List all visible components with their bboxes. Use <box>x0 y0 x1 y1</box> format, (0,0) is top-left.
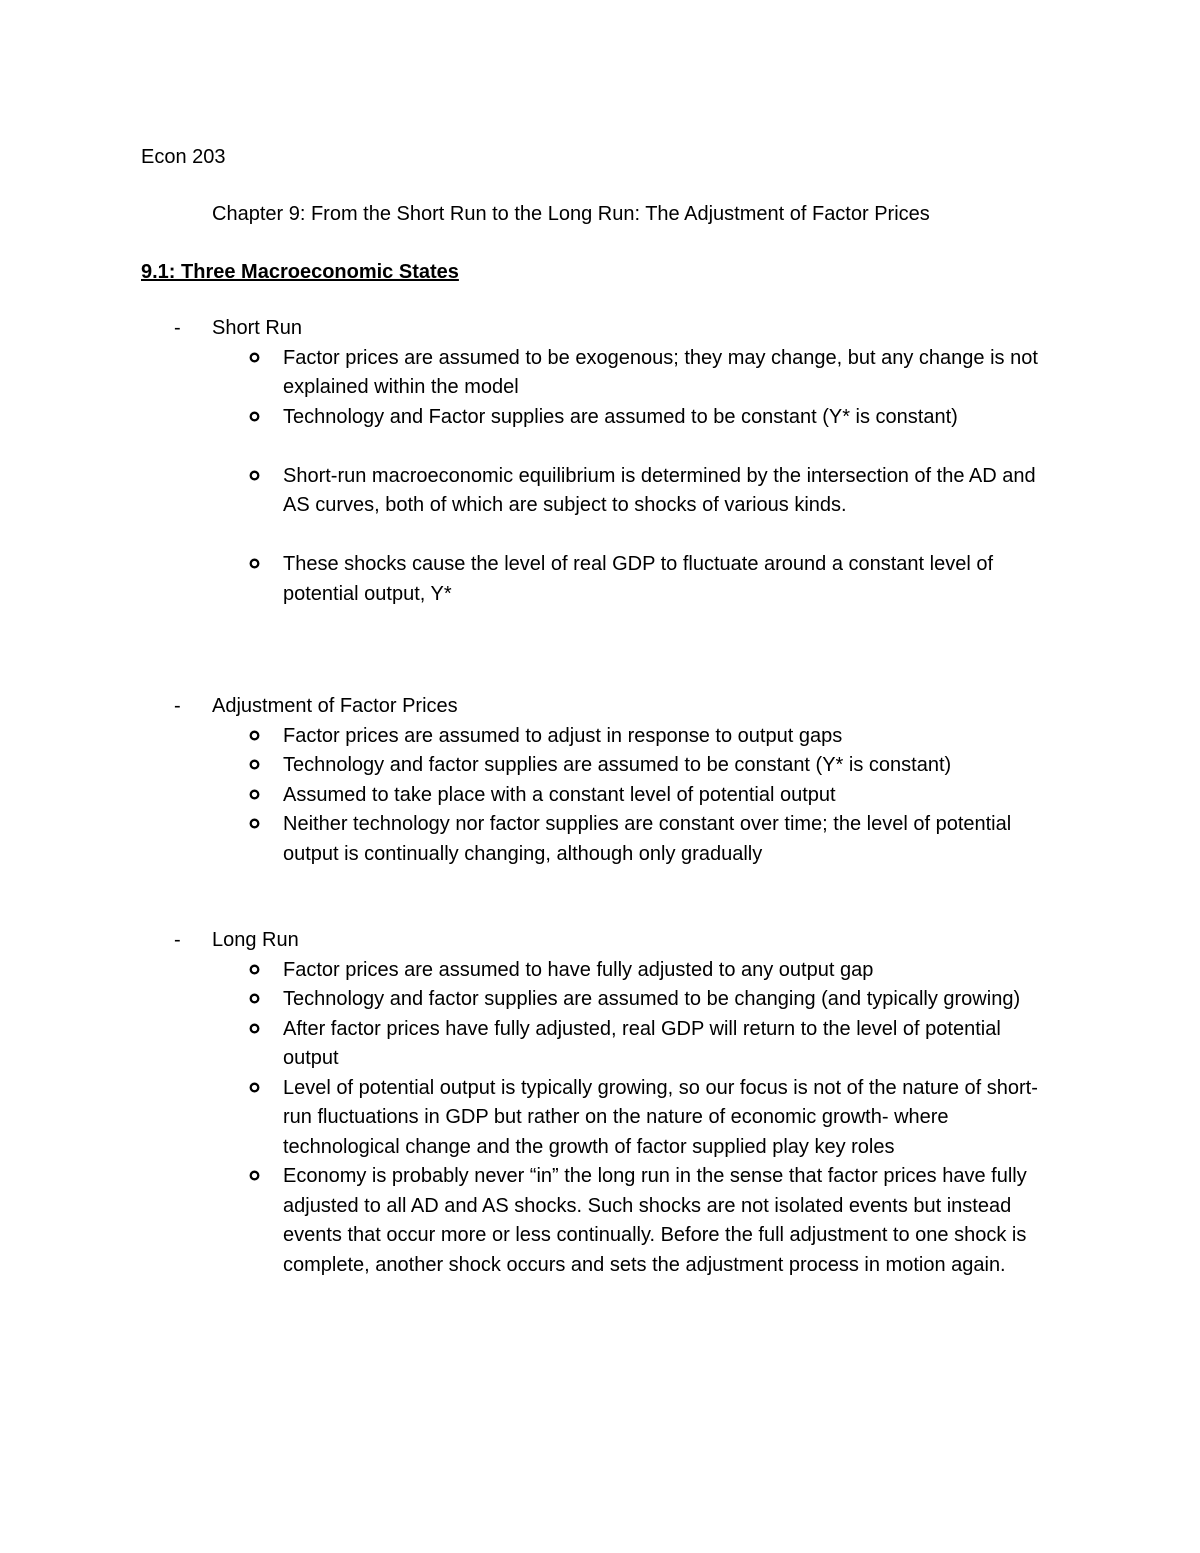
hollow-circle-bullet-icon <box>249 993 260 1004</box>
topic-header <box>0 314 1200 344</box>
dash-marker: - <box>174 317 181 339</box>
bullet-text: Neither technology nor factor supplies are constant over time; the level of potential output is continually changing, although only gradually <box>283 813 1012 865</box>
list-item <box>0 985 1053 1015</box>
hollow-circle-bullet-icon <box>249 470 260 481</box>
list-item <box>0 462 1053 521</box>
list-item <box>0 1162 1053 1280</box>
section-heading: 9.1: Three Macroeconomic States <box>141 261 459 283</box>
bullet-text: Factor prices are assumed to have fully adjusted to any output gap <box>283 958 874 981</box>
topic-header <box>0 692 1200 722</box>
list-item <box>0 403 1053 433</box>
topic-label: Short Run <box>212 317 303 339</box>
list-item <box>0 1074 1053 1163</box>
bullet-text: Factor prices are assumed to adjust in response to output gaps <box>283 724 843 747</box>
topic-header <box>0 926 1200 956</box>
hollow-circle-bullet-icon <box>249 789 260 800</box>
hollow-circle-bullet-icon <box>249 1170 260 1181</box>
chapter-title: Chapter 9: From the Short Run to the Long Run: The Adjustment of Factor Prices <box>212 203 930 225</box>
topic-label: Long Run <box>212 929 299 951</box>
hollow-circle-bullet-icon <box>249 964 260 975</box>
list-item <box>0 344 1053 403</box>
bullet-text: Factor prices are assumed to be exogenous; they may change, but any change is not explained within the model <box>283 346 1038 398</box>
hollow-circle-bullet-icon <box>249 818 260 829</box>
hollow-circle-bullet-icon <box>249 730 260 741</box>
list-item <box>0 751 1053 781</box>
bullet-text: Technology and Factor supplies are assumed to be constant (Y* is constant) <box>283 405 958 428</box>
dash-marker: - <box>174 695 181 717</box>
bullet-text: Economy is probably never “in” the long run in the sense that factor prices have fully adjusted to all AD and AS shocks. Such shocks are not isolated events but instead events that occur more or less continually. Before the full adjustment to one shock is complete, another shock occurs and sets the adjustment process in motion again. <box>283 1165 1027 1276</box>
list-item <box>0 722 1053 752</box>
bullet-list <box>0 956 1200 1281</box>
hollow-circle-bullet-icon <box>249 1023 260 1034</box>
dash-marker: - <box>174 929 181 951</box>
bullet-text: Assumed to take place with a constant level of potential output <box>283 783 836 806</box>
bullet-text: After factor prices have fully adjusted, real GDP will return to the level of potential output <box>283 1017 1001 1069</box>
list-item <box>0 550 1053 609</box>
topic-short-run <box>0 314 1200 609</box>
bullet-text: Level of potential output is typically growing, so our focus is not of the nature of short-run fluctuations in GDP but rather on the nature of economic growth- where technological change and the growth of factor supplied play key roles <box>283 1076 1038 1158</box>
hollow-circle-bullet-icon <box>249 558 260 569</box>
hollow-circle-bullet-icon <box>249 352 260 363</box>
list-item <box>0 956 1053 986</box>
topic-long-run <box>0 926 1200 1280</box>
topic-adjustment-of-factor-prices <box>0 692 1200 869</box>
list-item <box>0 781 1053 811</box>
topic-label: Adjustment of Factor Prices <box>212 695 458 717</box>
bullet-text: Technology and factor supplies are assumed to be changing (and typically growing) <box>283 988 1021 1010</box>
hollow-circle-bullet-icon <box>249 759 260 770</box>
bullet-text: Technology and factor supplies are assumed to be constant (Y* is constant) <box>283 754 952 776</box>
bullet-list <box>0 344 1200 610</box>
hollow-circle-bullet-icon <box>249 1082 260 1093</box>
bullet-text: Short-run macroeconomic equilibrium is determined by the intersection of the AD and AS curves, both of which are subject to shocks of various kinds. <box>283 464 1036 516</box>
hollow-circle-bullet-icon <box>249 411 260 422</box>
list-item <box>0 1015 1053 1074</box>
bullet-list <box>0 722 1200 870</box>
list-item <box>0 810 1053 869</box>
bullet-text: These shocks cause the level of real GDP to fluctuate around a constant level of potential output, Y* <box>283 553 994 605</box>
course-title: Econ 203 <box>141 146 226 168</box>
